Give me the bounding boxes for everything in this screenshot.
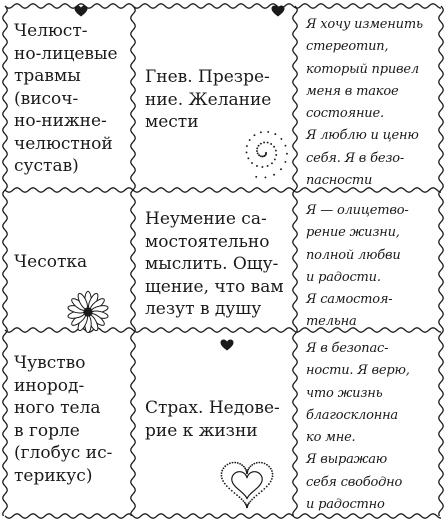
table-cell-problem: Чувство инород- ного тела в горле (глобус ис- терикус) (14, 353, 113, 486)
heart-icon (271, 5, 285, 17)
heart-icon (220, 339, 234, 351)
table-cell-cause: Неумение са- мостоятельно мыслить. Ощу- щение, что вам лезут в душу (145, 209, 284, 319)
table-cell-cause: Гнев. Презре- ние. Желание мести (145, 67, 272, 132)
table-cell-affirmation: Я хочу изменить стереотип, который привел меня в такое состояние. Я люблю и ценю себя. Я в безо- пасности (306, 17, 423, 189)
heart-icon (74, 5, 88, 17)
table-cell-problem: Чесотка (14, 252, 88, 272)
wavy-border-right (439, 6, 443, 516)
wavy-border-top (5, 4, 441, 8)
wavy-border-left (3, 6, 7, 516)
dotted-heart-icon (218, 455, 276, 511)
table-cell-problem: Челюст- но-лицевые травмы (височ- но-нижне- челюстной сустав) (14, 21, 118, 176)
wavy-divider-col-1 (131, 6, 135, 516)
table-cell-cause: Страх. Недове- рие к жизни (145, 398, 280, 441)
daisy-flower-icon (66, 290, 110, 334)
dotted-spiral-icon (238, 122, 296, 180)
table-cell-affirmation: Я — олицетво- рение жизни, полной любви и радости. Я самостоя- тельна (306, 203, 409, 330)
table-cell-affirmation: Я в безопас- ности. Я верю, что жизнь благосклонна ко мне. Я выражаю себя свободно и радостно (306, 341, 410, 513)
